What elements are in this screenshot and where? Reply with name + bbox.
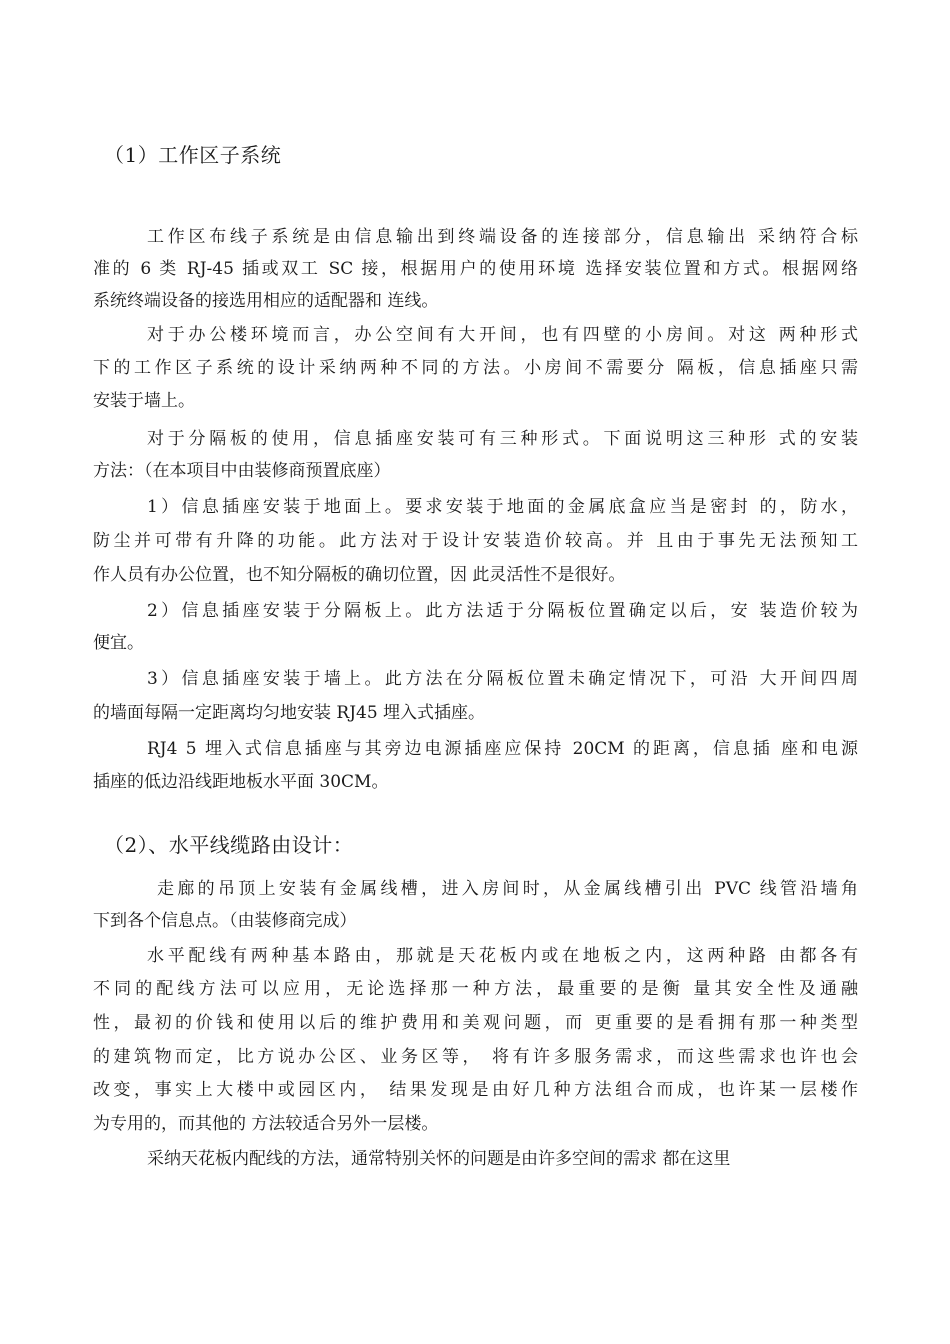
paragraph-line: 防尘并可带有升降的功能。此方法对于设计安装造价较高。并 且由于事先无法预知工 bbox=[93, 531, 858, 551]
paragraph-line: 的墙面每隔一定距离均匀地安装 RJ45 埋入式插座。 bbox=[93, 703, 486, 723]
paragraph-line: 水平配线有两种基本路由，那就是天花板内或在地板之内，这两种路 由都各有 bbox=[147, 946, 858, 966]
paragraph-line: 插座的低边沿线距地板水平面 30CM。 bbox=[93, 772, 389, 792]
paragraph-line: 下到各个信息点。（由装修商完成） bbox=[93, 911, 357, 931]
paragraph-line: 下的工作区子系统的设计采纳两种不同的方法。小房间不需要分 隔板，信息插座只需 bbox=[93, 358, 858, 378]
paragraph-line: 走廊的吊顶上安装有金属线槽，进入房间时，从金属线槽引出 PVC 线管沿墙角 bbox=[157, 879, 858, 899]
paragraph-line: 对于分隔板的使用，信息插座安装可有三种形式。下面说明这三种形 式的安装 bbox=[147, 429, 858, 449]
paragraph-line: RJ4 5 埋入式信息插座与其旁边电源插座应保持 20CM 的距离，信息插 座和电源 bbox=[147, 739, 858, 759]
section-heading-horizontal-cabling: （2）、水平线缆路由设计： bbox=[104, 833, 354, 857]
paragraph-line: 性，最初的价钱和使用以后的维护费用和美观问题，而 更重要的是看拥有那一种类型 bbox=[93, 1013, 858, 1033]
paragraph-line: 作人员有办公位置，也不知分隔板的确切位置，因 此灵活性不是很好。 bbox=[93, 565, 626, 585]
paragraph-line: 安装于墙上。 bbox=[93, 391, 195, 411]
paragraph-line: 的建筑物而定，比方说办公区、业务区等， 将有许多服务需求，而这些需求也许也会 bbox=[93, 1047, 858, 1067]
paragraph-line: 改变，事实上大楼中或园区内， 结果发现是由好几种方法组合而成，也许某一层楼作 bbox=[93, 1080, 858, 1100]
paragraph-line: 准的 6 类 RJ-45 插或双工 SC 接，根据用户的使用环境 选择安装位置和方式。根据网络 bbox=[93, 259, 858, 279]
paragraph-line: 对于办公楼环境而言，办公空间有大开间，也有四壁的小房间。对这 两种形式 bbox=[147, 325, 858, 345]
paragraph-line: 工作区布线子系统是由信息输出到终端设备的连接部分，信息输出 采纳符合标 bbox=[147, 227, 858, 247]
paragraph-line: 系统终端设备的接选用相应的适配器和 连线。 bbox=[93, 291, 439, 311]
paragraph-line: 1）信息插座安装于地面上。要求安装于地面的金属底盒应当是密封 的，防水， bbox=[147, 497, 858, 517]
section-heading-work-area: （1）工作区子系统 bbox=[104, 143, 282, 167]
paragraph-line: 为专用的，而其他的 方法较适合另外一层楼。 bbox=[93, 1114, 439, 1134]
paragraph-line: 2）信息插座安装于分隔板上。此方法适于分隔板位置确定以后，安 装造价较为 bbox=[147, 601, 858, 621]
paragraph-line: 采纳天花板内配线的方法，通常特别关怀的问题是由许多空间的需求 都在这里 bbox=[147, 1149, 731, 1169]
paragraph-line: 不同的配线方法可以应用，无论选择那一种方法，最重要的是衡 量其安全性及通融 bbox=[93, 979, 858, 999]
paragraph-line: 方法：（在本项目中由装修商预置底座） bbox=[93, 461, 391, 481]
paragraph-line: 便宜。 bbox=[93, 633, 144, 653]
paragraph-line: 3）信息插座安装于墙上。此方法在分隔板位置未确定情况下，可沿 大开间四周 bbox=[147, 669, 858, 689]
